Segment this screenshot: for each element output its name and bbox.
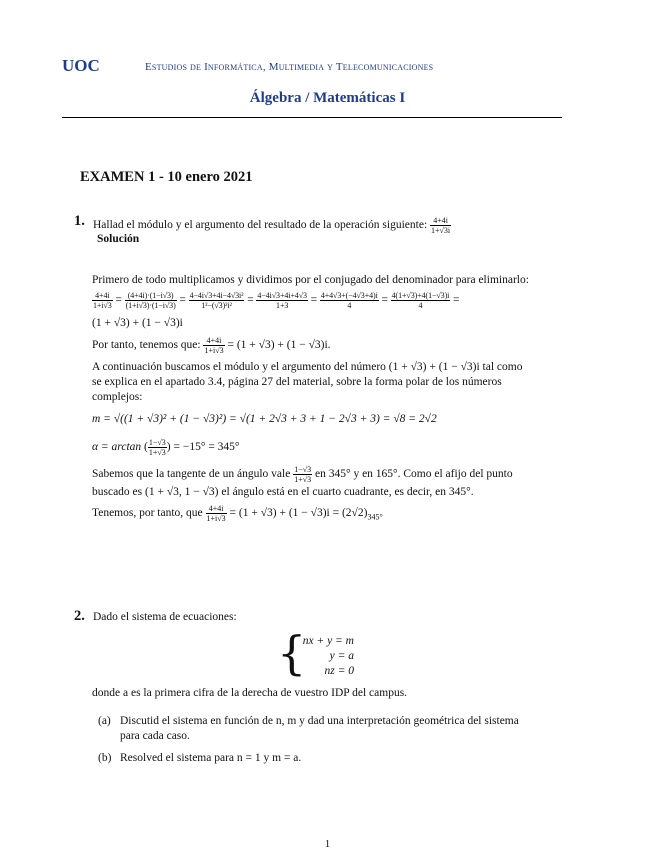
q1-paragraph-3-line-1: A continuación buscamos el módulo y el argumento del número (1 + √3) + (1 − √3)i tal como xyxy=(92,361,523,373)
q1-argument-equation: α = arctan ( $\frac{1-√3}{1+√3}$ ) = −15° = 345° xyxy=(92,438,240,457)
q1-equation-line-2: (1 + √3) + (1 − √3)i xyxy=(92,317,183,329)
q1-conclusion: Tenemos, por tanto, que $\frac{4+4i}{1+i√3}$ = $(1 + √3) + (1 - √3)i = (2√2)_{345^\circ}$ xyxy=(92,504,383,523)
q2-number: 2. xyxy=(74,608,85,624)
q2-after-text: donde a es la primera cifra de la derecha de vuestro IDP del campus. xyxy=(92,687,408,699)
header-rule xyxy=(62,117,562,118)
q1-paragraph-3-line-3: complejos: xyxy=(92,391,143,403)
exam-title: EXAMEN 1 - 10 enero 2021 xyxy=(80,169,253,185)
equation-2: y = a xyxy=(329,650,354,662)
q2-item-a-line-2: para cada caso. xyxy=(120,730,190,742)
subject-title: Álgebra / Matemáticas I xyxy=(249,90,406,106)
q1-number: 1. xyxy=(74,213,85,229)
q1-paragraph-4-line-2: buscado es (1 + √3, 1 − √3) el ángulo está en el cuarto cuadrante, es decir, en 345°. xyxy=(92,486,474,498)
q2-item-a-line-1: Discutid el sistema en función de n, m y dad una interpretación geométrica del sistema xyxy=(120,715,519,727)
q1-statement-text: Hallad el módulo y el argumento del resultado de la operación siguiente: xyxy=(93,219,428,232)
q1-paragraph-3-line-2: se explica en el apartado 3.4, página 27 del material, sobre la forma polar de los números xyxy=(92,376,502,388)
q1-paragraph-2: Por tanto, tenemos que: $\frac{4+4i}{1+i√3}$ = (1 + √3) + (1 − √3)i. xyxy=(92,336,331,355)
system-brace: { xyxy=(277,626,307,680)
uoc-logo: UOC xyxy=(62,56,100,75)
q2-statement: Dado el sistema de ecuaciones: xyxy=(93,611,237,623)
q2-item-b-label: (b) xyxy=(98,752,112,764)
q1-fraction: $\frac{4+4i}{1+√3i}$ xyxy=(431,216,451,235)
q2-item-b-line-1: Resolved el sistema para n = 1 y m = a. xyxy=(120,752,302,764)
equation-1: nx + y = m xyxy=(302,635,354,647)
q1-paragraph-4-line-1: Sabemos que la tangente de un ángulo vale $\frac{1-√3}{1+√3}$ en 345° y en 165°. Como el afijo del punto xyxy=(92,465,513,484)
studies-heading: Estudios de Informática, Multimedia y Telecomunicaciones xyxy=(145,61,434,73)
equation-system xyxy=(292,634,354,679)
q1-paragraph-1: Primero de todo multiplicamos y dividimos por el conjugado del denominador para eliminarlo: xyxy=(92,274,529,286)
page-number: 1 xyxy=(324,838,331,850)
q1-equation-line-1: $\frac{4+4i}{1+i√3}$ = $\frac{(4+4i)\cdot(1-i√3)}{(1+i√3)\cdot(1-i√3)}$ = $\frac{\text{4−4i√3+4i−4√3i²}}{\text{1²−(√3)²i²}}$ = $\frac{4-4i√3+4i+4√3}{1+3}$ = $\frac{4+4√3+(-4√3+4)i}{4}$ = $\frac{4(1+√3)+4(1-√3)i}{4}$ = xyxy=(93,291,460,310)
q1-modulus-equation: m = √((1 + √3)² + (1 − √3)²) = √(1 + 2√3 + 3 + 1 − 2√3 + 3) = √8 = 2√2 xyxy=(92,413,437,425)
solution-label: Solución xyxy=(97,233,140,245)
q1-statement xyxy=(93,216,451,235)
equation-3: nz = 0 xyxy=(324,665,354,677)
q2-item-a-label: (a) xyxy=(98,715,111,727)
